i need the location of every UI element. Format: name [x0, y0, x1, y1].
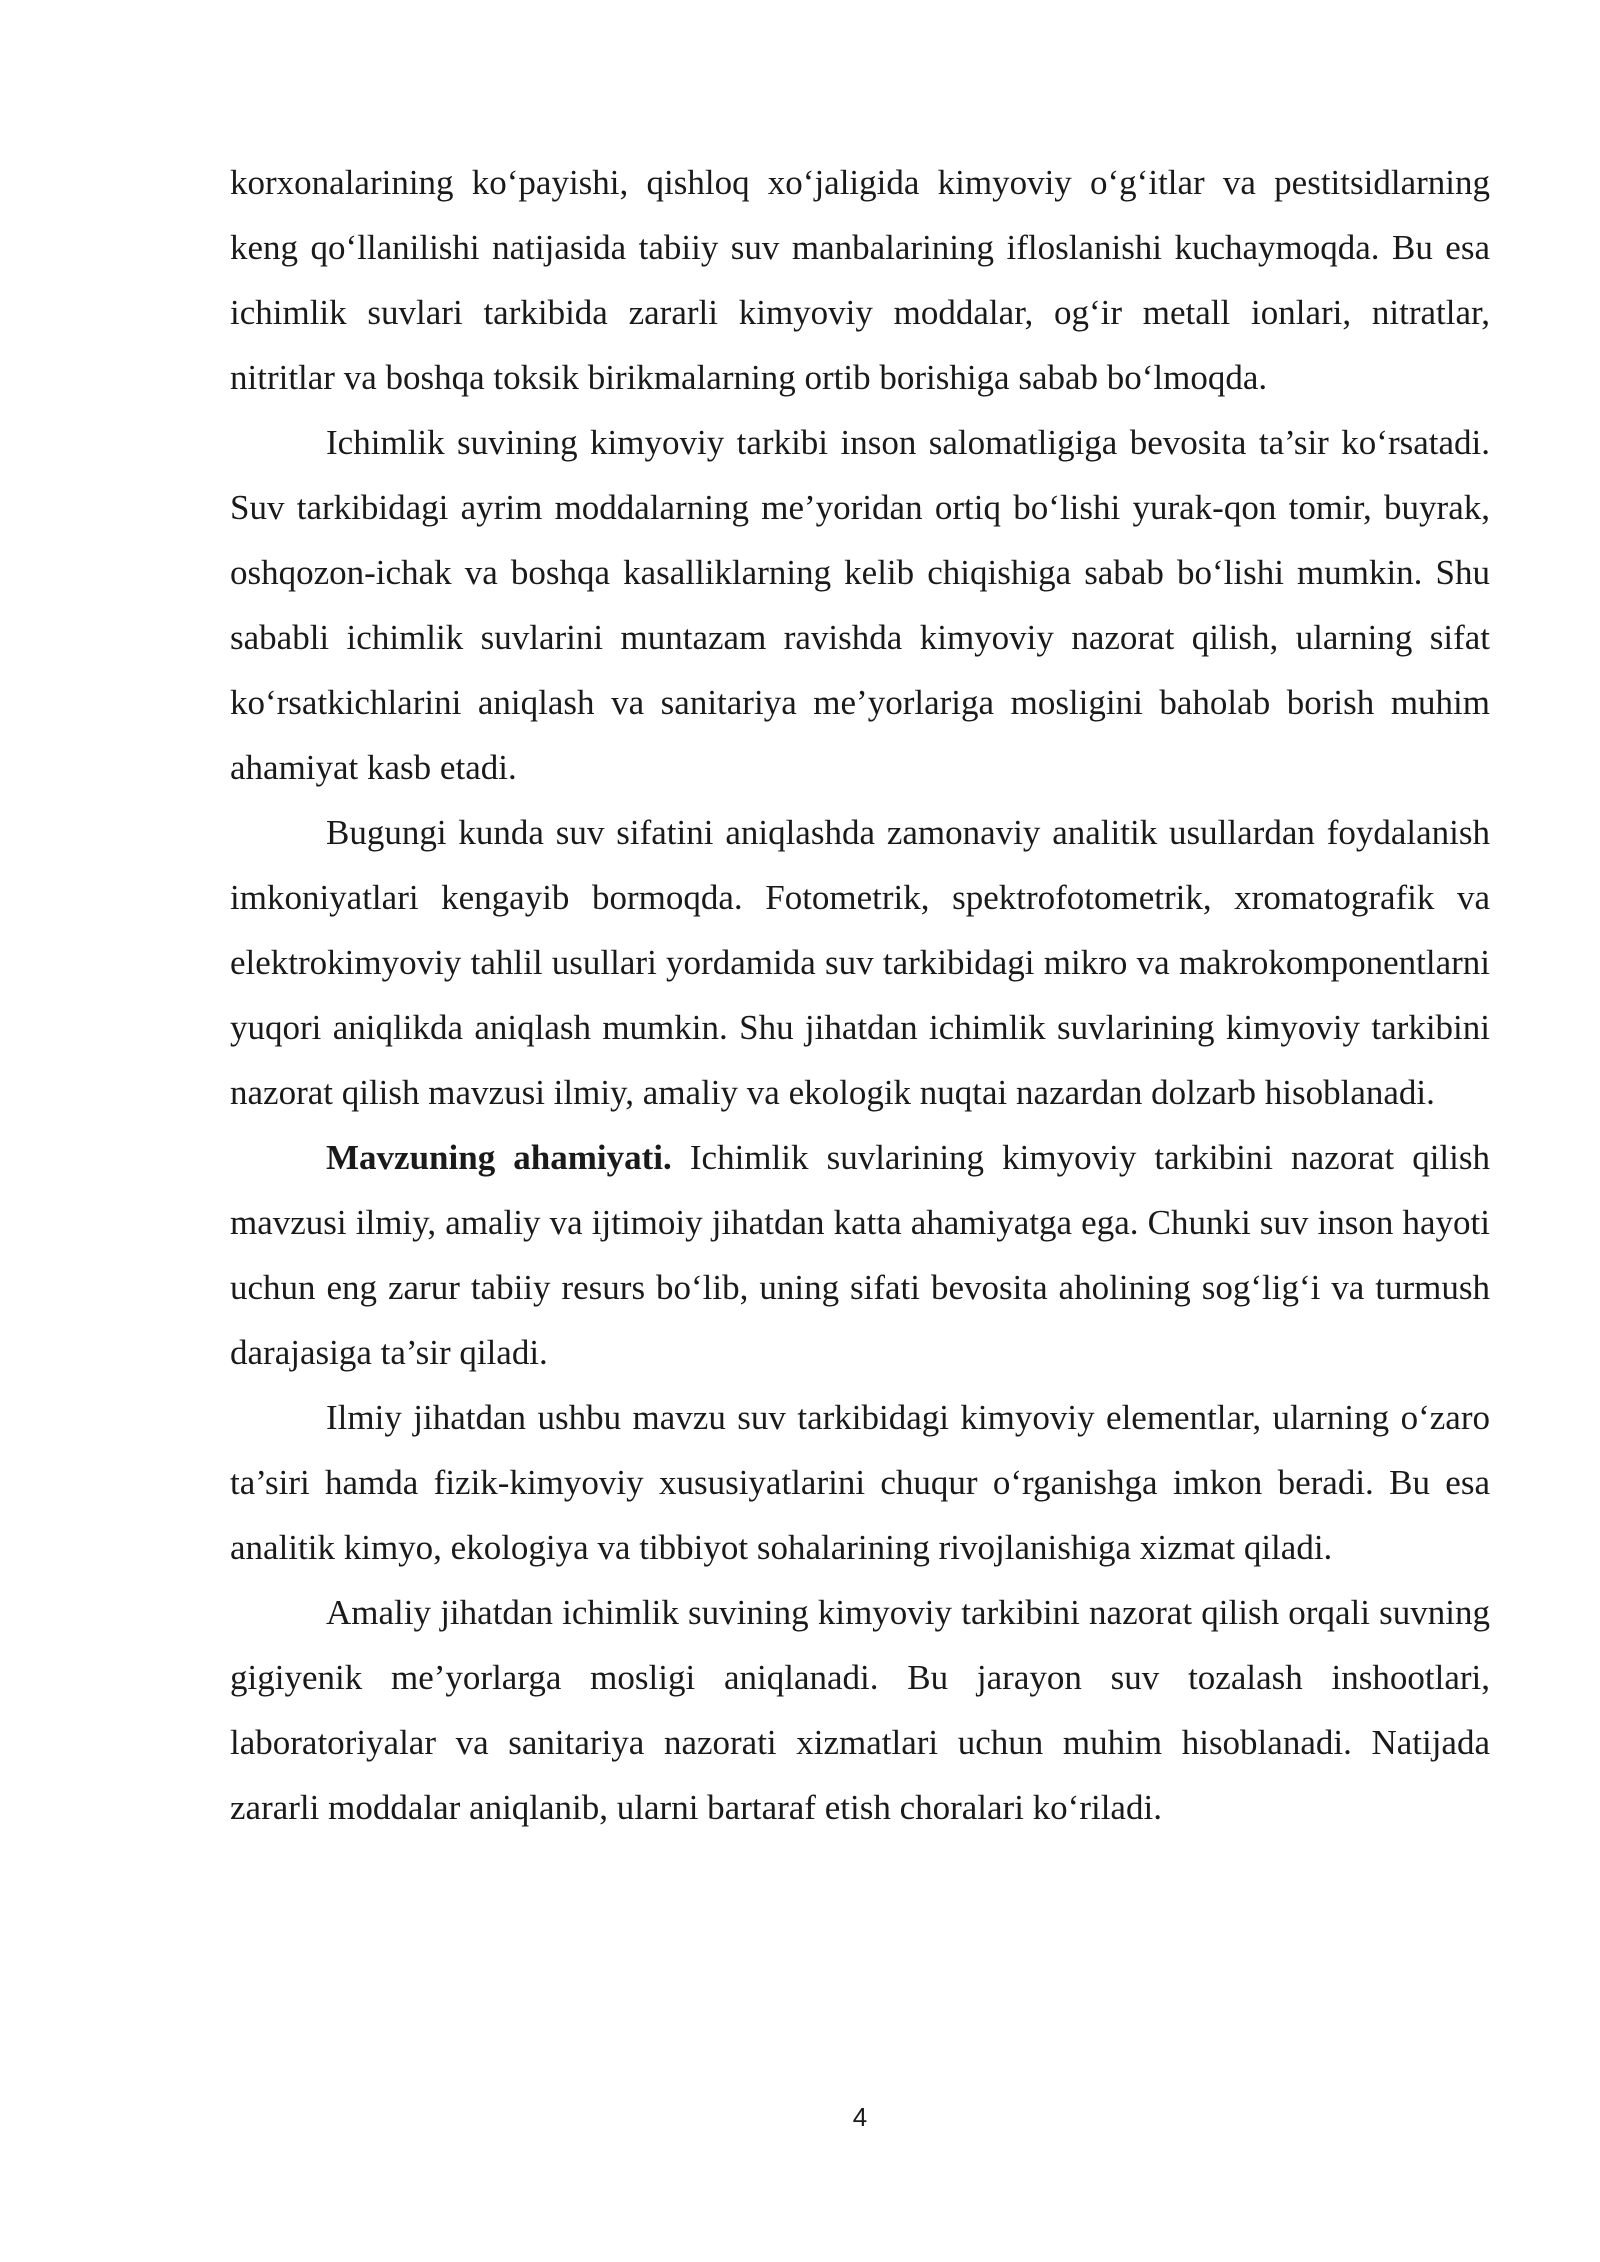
paragraph-4-heading: Mavzuning ahamiyati.: [326, 1138, 672, 1177]
paragraph-1-text: korxonalarining ko‘payishi, qishloq xo‘jaligida kimyoviy o‘g‘itlar va pestitsidlarning keng qo‘llanilishi natijasida tabiiy suv manbalarining ifloslanishi kuchaymoqda. Bu esa ichimlik suvlari tarkibida zararli kimyoviy moddalar, og‘ir metall ionlari, nitratlar, nitritlar va boshqa toksik birikmalarning ortib borishiga sabab bo‘lmoqda.: [230, 163, 1490, 397]
paragraph-4-text: Ichimlik suvlarining kimyoviy tarkibini nazorat qilish mavzusi ilmiy, amaliy va ijtimoiy jihatdan katta ahamiyatga ega. Chunki suv inson hayoti uchun eng zarur tabiiy resurs bo‘lib, uning sifati bevosita aholining sog‘lig‘i va turmush darajasiga ta’sir qiladi.: [230, 1138, 1491, 1372]
paragraph-1: [230, 150, 1490, 410]
paragraph-4: [230, 1125, 1490, 1385]
page-number: 4: [852, 2102, 868, 2132]
paragraph-3-text: Bugungi kunda suv sifatini aniqlashda zamonaviy analitik usullardan foydalanish imkoniyatlari kengayib bormoqda. Fotometrik, spektrofotometrik, xromatografik va elektrokimyoviy tahlil usullari yordamida suv tarkibidagi mikro va makrokomponentlarni yuqori aniqlikda aniqlash mumkin. Shu jihatdan ichimlik suvlarining kimyoviy tarkibini nazorat qilish mavzusi ilmiy, amaliy va ekologik nuqtai nazardan dolzarb hisoblanadi.: [230, 813, 1490, 1112]
paragraph-2: [230, 410, 1490, 800]
paragraph-6-text: Amaliy jihatdan ichimlik suvining kimyoviy tarkibini nazorat qilish orqali suvning gigiyenik me’yorlarga mosligi aniqlanadi. Bu jarayon suv tozalash inshootlari, laboratoriyalar va sanitariya nazorati xizmatlari uchun muhim hisoblanadi. Natijada zararli moddalar aniqlanib, ularni bartaraf etish choralari ko‘riladi.: [230, 1593, 1490, 1827]
paragraph-6: [230, 1580, 1490, 1840]
paragraph-2-text: Ichimlik suvining kimyoviy tarkibi inson salomatligiga bevosita ta’sir ko‘rsatadi. Suv tarkibidagi ayrim moddalarning me’yoridan ortiq bo‘lishi yurak-qon tomir, buyrak, oshqozon-ichak va boshqa kasalliklarning kelib chiqishiga sabab bo‘lishi mumkin. Shu sababli ichimlik suvlarini muntazam ravishda kimyoviy nazorat qilish, ularning sifat ko‘rsatkichlarini aniqlash va sanitariya me’yorlariga mosligini baholab borish muhim ahamiyat kasb etadi.: [230, 423, 1490, 787]
paragraph-3: [230, 800, 1490, 1125]
body-text: [230, 150, 1490, 1840]
paragraph-5: [230, 1385, 1490, 1580]
paragraph-5-text: Ilmiy jihatdan ushbu mavzu suv tarkibidagi kimyoviy elementlar, ularning o‘zaro ta’siri hamda fizik-kimyoviy xususiyatlarini chuqur o‘rganishga imkon beradi. Bu esa analitik kimyo, ekologiya va tibbiyot sohalarining rivojlanishiga xizmat qiladi.: [230, 1398, 1490, 1567]
